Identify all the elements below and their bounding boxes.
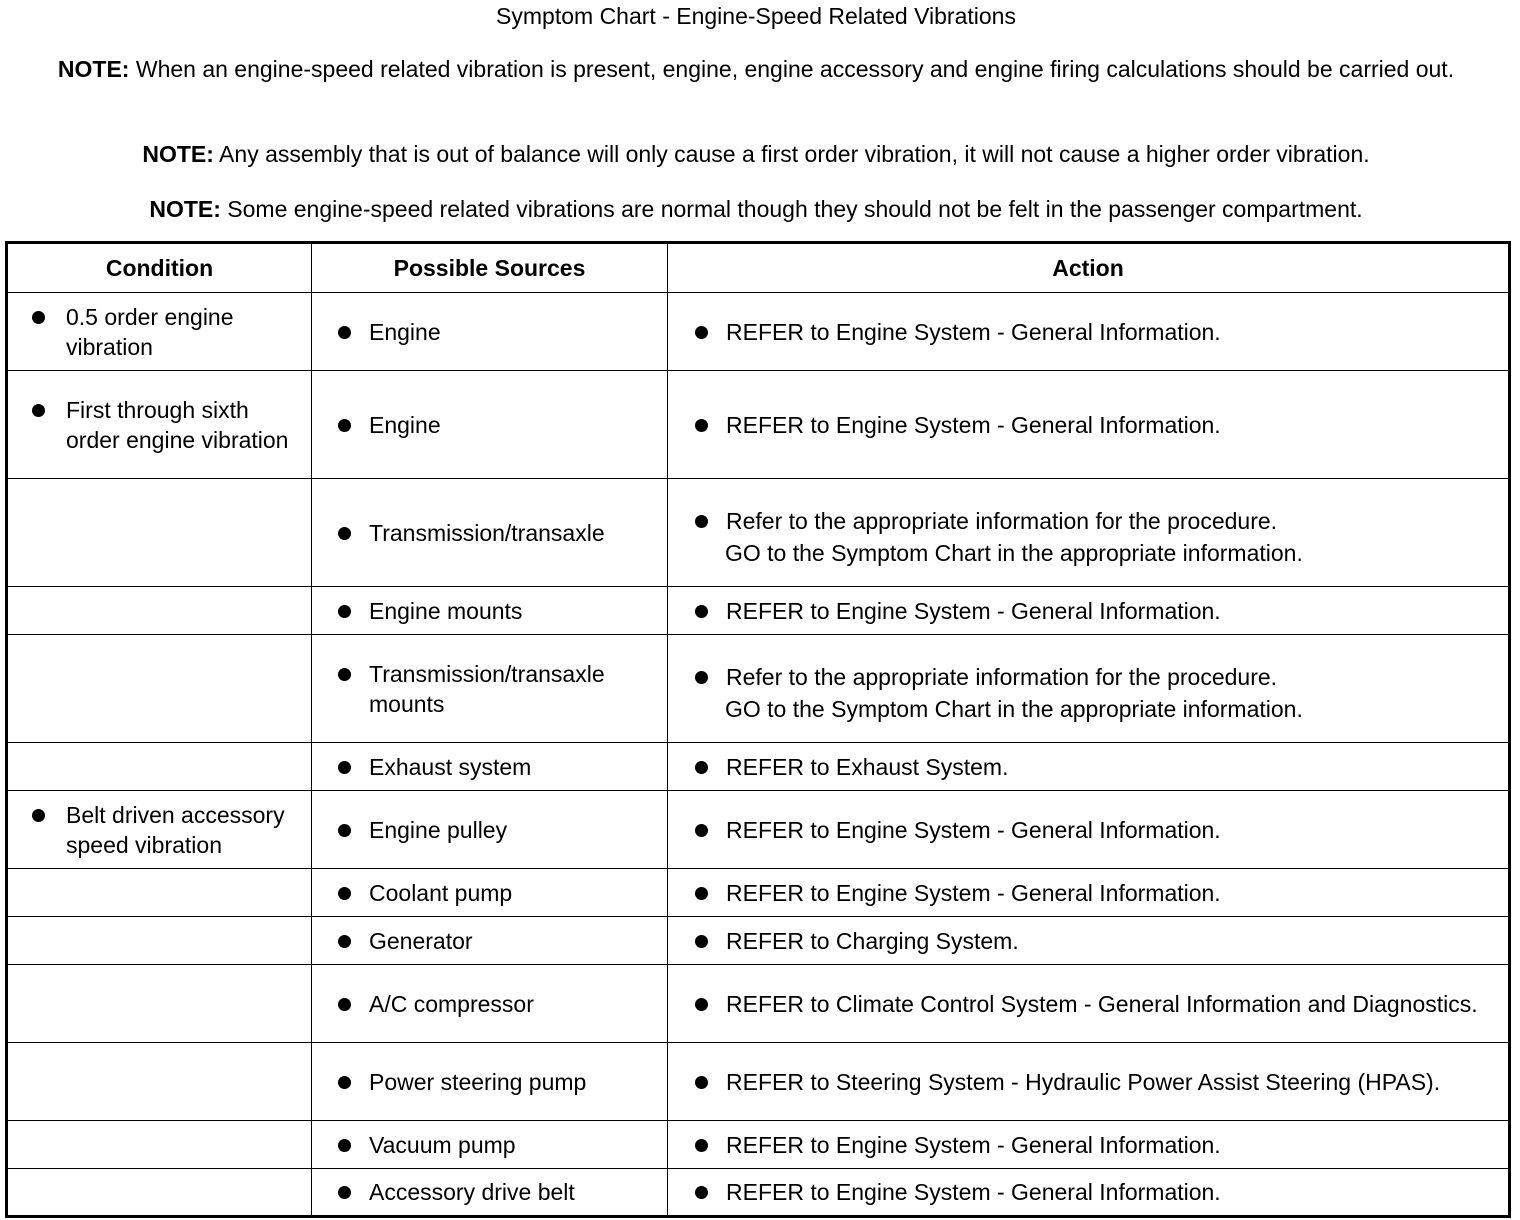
action-cell xyxy=(668,479,1510,587)
note-text: Some engine-speed related vibrations are normal though they should not be felt in the passenger compartment. xyxy=(220,196,1363,222)
source-cell xyxy=(312,1169,668,1217)
source-cell xyxy=(312,371,668,479)
source-text: Vacuum pump xyxy=(369,1131,516,1158)
bullet-icon xyxy=(695,1139,708,1152)
action-text: REFER to Charging System. xyxy=(726,927,1019,954)
action-cell xyxy=(668,1121,1510,1169)
condition-cell xyxy=(7,587,312,635)
action-text-secondary: GO to the Symptom Chart in the appropriate information. xyxy=(725,695,1303,722)
table-row xyxy=(7,635,1510,743)
table-body xyxy=(7,293,1510,1217)
bullet-icon xyxy=(32,809,45,822)
bullet-icon xyxy=(338,824,351,837)
condition-cell xyxy=(7,917,312,965)
bullet-icon xyxy=(695,761,708,774)
action-cell xyxy=(668,371,1510,479)
bullet-icon xyxy=(338,527,351,540)
source-cell xyxy=(312,1121,668,1169)
source-text: Engine mounts xyxy=(369,597,523,624)
bullet-icon xyxy=(695,887,708,900)
table-row xyxy=(7,587,1510,635)
bullet-icon xyxy=(695,998,708,1011)
source-text: Transmission/transaxle mounts xyxy=(369,660,605,717)
header-action: Action xyxy=(668,243,1510,293)
note-label: NOTE: xyxy=(149,196,221,222)
condition-cell xyxy=(7,1169,312,1217)
bullet-icon xyxy=(695,326,708,339)
condition-cell xyxy=(7,371,312,479)
action-cell xyxy=(668,791,1510,869)
source-cell xyxy=(312,1043,668,1121)
bullet-icon xyxy=(338,326,351,339)
action-text: Refer to the appropriate information for the procedure. xyxy=(726,663,1278,690)
source-text: Engine xyxy=(369,318,441,345)
condition-cell xyxy=(7,791,312,869)
bullet-icon xyxy=(695,935,708,948)
source-cell xyxy=(312,743,668,791)
action-cell xyxy=(668,743,1510,791)
note-text: When an engine-speed related vibration is present, engine, engine accessory and engine firing calculations should be carried out. xyxy=(129,56,1455,82)
action-cell xyxy=(668,293,1510,371)
condition-text: 0.5 order engine vibration xyxy=(66,303,234,360)
note-label: NOTE: xyxy=(142,141,214,167)
bullet-icon xyxy=(338,1076,351,1089)
table-row xyxy=(7,293,1510,371)
source-text: Exhaust system xyxy=(369,753,532,780)
source-text: Generator xyxy=(369,927,473,954)
condition-cell xyxy=(7,965,312,1043)
bullet-icon xyxy=(338,998,351,1011)
bullet-icon xyxy=(338,1139,351,1152)
action-text: REFER to Engine System - General Information. xyxy=(726,879,1221,906)
bullet-icon xyxy=(695,1076,708,1089)
action-text: REFER to Engine System - General Information. xyxy=(726,1179,1221,1205)
bullet-icon xyxy=(338,761,351,774)
action-text: REFER to Engine System - General Information. xyxy=(726,816,1221,843)
source-text: Transmission/transaxle xyxy=(369,519,605,546)
condition-cell xyxy=(7,869,312,917)
action-text: REFER to Steering System - Hydraulic Power Assist Steering (HPAS). xyxy=(726,1068,1441,1095)
table-row xyxy=(7,479,1510,587)
bullet-icon xyxy=(695,419,708,432)
note-normal-vibrations xyxy=(14,195,1498,224)
action-cell xyxy=(668,965,1510,1043)
bullet-icon xyxy=(338,668,351,681)
source-text: Power steering pump xyxy=(369,1068,587,1095)
symptom-chart-table xyxy=(5,241,1511,1218)
source-cell xyxy=(312,791,668,869)
table-row xyxy=(7,1121,1510,1169)
action-text: REFER to Engine System - General Information. xyxy=(726,411,1221,438)
action-text: REFER to Exhaust System. xyxy=(726,753,1009,780)
document-title: Symptom Chart - Engine-Speed Related Vibrations xyxy=(496,3,1016,29)
note-out-of-balance xyxy=(14,140,1498,169)
table-row xyxy=(7,1043,1510,1121)
note-engine-calculations xyxy=(14,55,1498,84)
condition-cell xyxy=(7,743,312,791)
table-row xyxy=(7,869,1510,917)
action-cell xyxy=(668,587,1510,635)
source-cell xyxy=(312,635,668,743)
source-cell xyxy=(312,917,668,965)
bullet-icon xyxy=(695,515,708,528)
condition-text: First through sixth order engine vibration xyxy=(66,396,289,453)
bullet-icon xyxy=(338,935,351,948)
action-cell xyxy=(668,869,1510,917)
bullet-icon xyxy=(338,419,351,432)
bullet-icon xyxy=(338,605,351,618)
bullet-icon xyxy=(695,824,708,837)
table-row xyxy=(7,371,1510,479)
bullet-icon xyxy=(695,1186,708,1199)
condition-text: Belt driven accessory speed vibration xyxy=(66,801,285,858)
action-cell xyxy=(668,635,1510,743)
table-header-row xyxy=(7,243,1510,293)
table-row xyxy=(7,743,1510,791)
condition-cell xyxy=(7,293,312,371)
action-cell xyxy=(668,1043,1510,1121)
header-condition: Condition xyxy=(7,243,312,293)
source-cell xyxy=(312,293,668,371)
bullet-icon xyxy=(695,671,708,684)
header-possible-sources: Possible Sources xyxy=(312,243,668,293)
action-text: REFER to Climate Control System - General Information and Diagnostics. xyxy=(726,990,1478,1017)
action-cell xyxy=(668,1169,1510,1217)
table-row xyxy=(7,1169,1510,1217)
source-cell xyxy=(312,869,668,917)
source-cell xyxy=(312,587,668,635)
note-text: Any assembly that is out of balance will only cause a first order vibration, it will not cause a higher order vibration. xyxy=(213,141,1370,167)
action-text: REFER to Engine System - General Information. xyxy=(726,597,1221,624)
bullet-icon xyxy=(338,1186,351,1199)
source-text: Engine pulley xyxy=(369,816,508,843)
condition-cell xyxy=(7,479,312,587)
bullet-icon xyxy=(32,404,45,417)
table-row xyxy=(7,965,1510,1043)
source-cell xyxy=(312,965,668,1043)
action-cell xyxy=(668,917,1510,965)
condition-cell xyxy=(7,635,312,743)
table-row xyxy=(7,791,1510,869)
source-text: Coolant pump xyxy=(369,879,513,906)
action-text: REFER to Engine System - General Information. xyxy=(726,318,1221,345)
action-text: REFER to Engine System - General Information. xyxy=(726,1131,1221,1158)
action-text: Refer to the appropriate information for the procedure. xyxy=(726,507,1278,534)
condition-cell xyxy=(7,1043,312,1121)
note-label: NOTE: xyxy=(57,56,130,82)
bullet-icon xyxy=(695,605,708,618)
bullet-icon xyxy=(338,887,351,900)
source-text: Accessory drive belt xyxy=(369,1179,575,1205)
table-row xyxy=(7,917,1510,965)
condition-cell xyxy=(7,1121,312,1169)
bullet-icon xyxy=(32,311,45,324)
action-text-secondary: GO to the Symptom Chart in the appropriate information. xyxy=(725,539,1303,566)
source-text: A/C compressor xyxy=(369,990,534,1017)
source-cell xyxy=(312,479,668,587)
source-text: Engine xyxy=(369,411,441,438)
